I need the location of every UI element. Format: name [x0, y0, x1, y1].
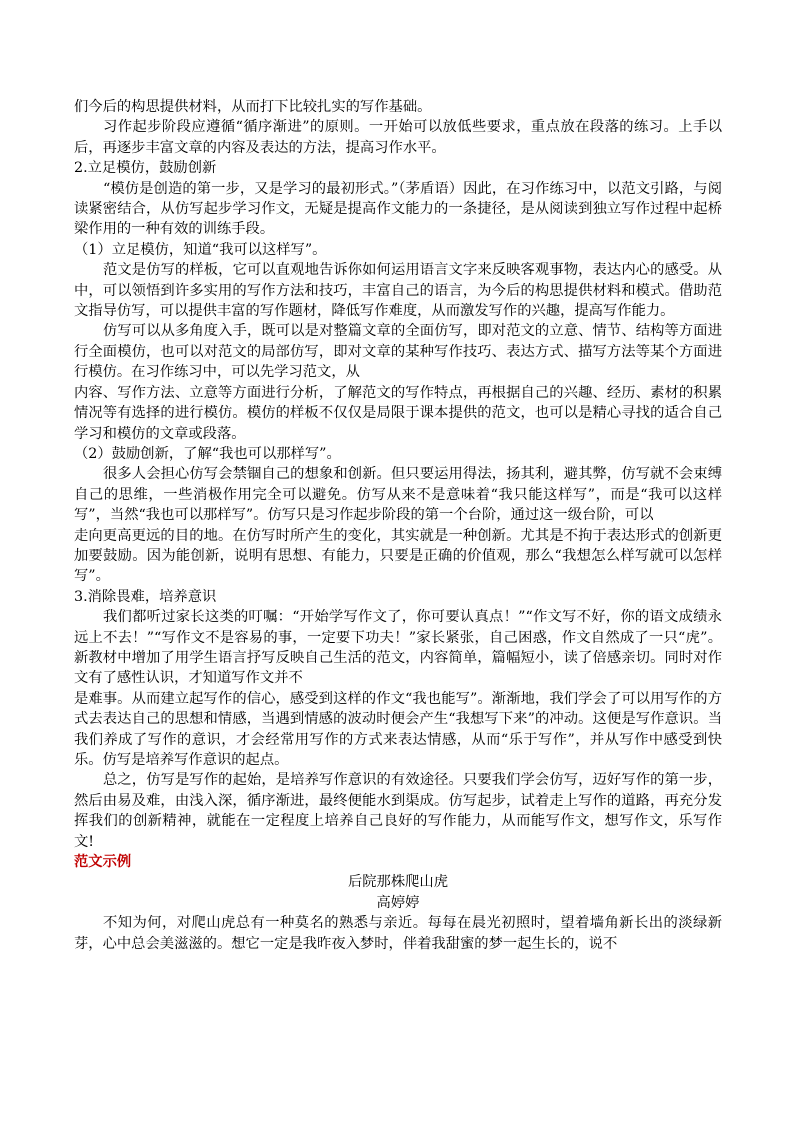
- paragraph-continuation: 是难事。从而建立起写作的信心，感受到这样的作文“我也能写”。渐渐地，我们学会了可以用写作的方式去表达自己的思想和情感，当遇到情感的波动时便会产生“我想写下来”的冲动。这便是写作意识。当我们养成了写作的意识，才会经常用写作的方式来表达情感，从而“乐于写作”，并从写作中感受到快乐。仿写是培养写作意识的起点。: [74, 690, 722, 768]
- paragraph: “模仿是创造的第一步，又是学习的最初形式。”（茅盾语）因此，在习作练习中，以范文引路，与阅读紧密结合，从仿写起步学习作文，无疑是提高作文能力的一条捷径，是从阅读到独立写作过程中起桥梁作用的一种有效的训练手段。: [74, 180, 722, 238]
- paragraph: 总之，仿写是写作的起始，是培养写作意识的有效途径。只要我们学会仿写，迈好写作的第一步，然后由易及难，由浅入深，循序渐进，最终便能水到渠成。仿写起步，试着走上写作的道路，再充分发挥我们的创新精神，就能在一定程度上培养自己良好的写作能力，从而能写作文，想写作文，乐写作文!: [74, 772, 722, 850]
- document-page: [74, 97, 722, 954]
- example-section-title: 范文示例: [74, 854, 132, 871]
- subsection-heading: （2）鼓励创新，了解“我也可以那样写”。: [74, 445, 341, 462]
- paragraph: 仿写可以从多角度入手，既可以是对整篇文章的全面仿写，即对范文的立意、情节、结构等方面进行全面模仿，也可以对范文的局部仿写，即对文章的某种写作技巧、表达方式、描写方法等某个方面进行模仿。在习作练习中，可以先学习范文，从: [74, 323, 722, 381]
- paragraph: 很多人会担心仿写会禁锢自己的想象和创新。但只要运用得法，扬其利，避其弊，仿写就不会束缚自己的思维，一些消极作用完全可以避免。仿写从来不是意味着“我只能这样写”，而是“我可以这样写”，当然“我也可以那样写”。仿写只是习作起步阶段的第一个台阶，通过这一级台阶，可以: [74, 466, 722, 524]
- paragraph-continuation: 走向更高更远的目的地。在仿写时所产生的变化，其实就是一种创新。尤其是不拘于表达形式的创新更加要鼓励。因为能创新，说明有思想、有能力，只要是正确的价值观，那么“我想怎么样写就可以怎样写”。: [74, 527, 722, 585]
- section-heading: 2.立足模仿，鼓励创新: [74, 160, 217, 177]
- paragraph-continuation: 内容、写作方法、立意等方面进行分析，了解范文的写作特点，再根据自己的兴趣、经历、素材的积累情况等有选择的进行模仿。模仿的样板不仅仅是局限于课本提供的范文，也可以是精心寻找的适合自己学习和模仿的文章或段落。: [74, 384, 722, 442]
- section-heading: 3.消除畏难，培养意识: [74, 588, 217, 605]
- subsection-heading: （1）立足模仿，知道“我可以这样写”。: [74, 241, 327, 258]
- essay-author: 高婷婷: [376, 894, 420, 911]
- paragraph: 习作起步阶段应遵循“循序渐进”的原则。一开始可以放低些要求，重点放在段落的练习。上手以后，再逐步丰富文章的内容及表达的方法，提高习作水平。: [74, 119, 722, 156]
- paragraph-continuation: 们今后的构思提供材料，从而打下比较扎实的写作基础。: [74, 99, 432, 115]
- paragraph: 范文是仿写的样板，它可以直观地告诉你如何运用语言文字来反映客观事物，表达内心的感受。从中，可以领悟到许多实用的写作方法和技巧，丰富自己的语言，为今后的构思提供材料和模式。借助范文指导仿写，可以提供丰富的写作题材，降低写作难度，从而激发写作的兴趣，提高写作能力。: [74, 262, 722, 320]
- essay-title: 后院那株爬山虎: [347, 874, 449, 891]
- essay-body: 不知为何，对爬山虎总有一种莫名的熟悉与亲近。每每在晨光初照时，望着墙角新长出的淡绿新芽，心中总会美滋滋的。想它一定是我昨夜入梦时，伴着我甜蜜的梦一起生长的，说不: [74, 915, 722, 952]
- paragraph: 我们都听过家长这类的叮嘱：“开始学写作文了，你可要认真点！”“作文写不好，你的语文成绩永远上不去！”“写作文不是容易的事，一定要下功夫！”家长紧张，自己困惑，作文自然成了一只“虎”。新教材中增加了用学生语言抒写反映自己生活的范文，内容简单，篇幅短小，读了倍感亲切。同时对作文有了感性认识，才知道写作文并不: [74, 609, 722, 687]
